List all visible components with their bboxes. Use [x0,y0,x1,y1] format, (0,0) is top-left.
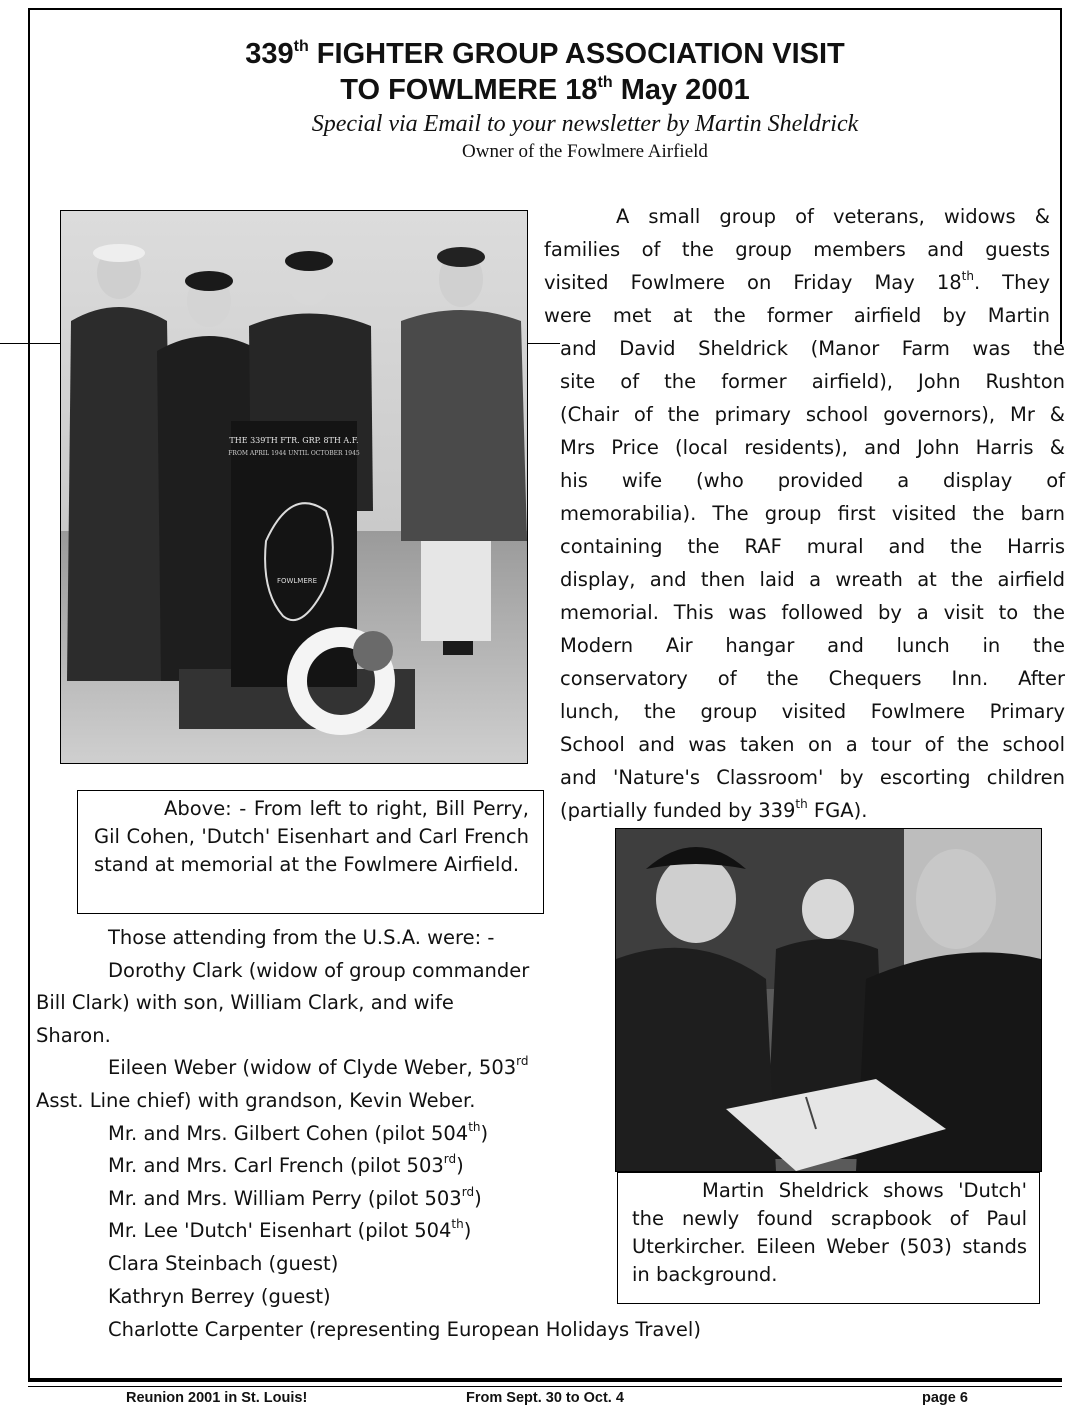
memorial-photo-caption: Above: - From left to right, Bill Perry, Gil Cohen, 'Dutch' Eisenhart and Carl French stand at memorial at the Fowlmere Airfield. [77,790,544,914]
attendees-intro: Those attending from the U.S.A. were: - [108,926,495,949]
attendee-entry: Asst. Line chief) with grandson, Kevin Weber. [36,1088,476,1112]
body-line: containing the RAF mural and the Harris [560,535,1065,558]
attendee-entry: Eileen Weber (widow of Clyde Weber, 503rd [108,1054,529,1080]
intro-line: were met at the former airfield by Martin [544,304,1050,327]
page-border-right [1060,8,1062,344]
article-byline: Owner of the Fowlmere Airfield [462,141,708,162]
attendee-entry: Mr. Lee 'Dutch' Eisenhart (pilot 504th) [108,1217,472,1243]
attendee-entry: Bill Clark) with son, William Clark, and wife [36,991,454,1015]
body-line: conservatory of the Chequers Inn. After [560,667,1065,690]
body-line: (Chair of the primary school governors), Mr & [560,403,1065,426]
attendee-entry: Mr. and Mrs. William Perry (pilot 503rd) [108,1184,482,1210]
intro-line: visited Fowlmere on Friday May 18th. They [544,269,1050,294]
body-paragraph [560,332,1065,827]
body-line: memorial. This was followed by a visit to the [560,601,1065,624]
footer-reunion: Reunion 2001 in St. Louis! [126,1390,308,1406]
attendees-list [36,922,596,1313]
footer-page-number: page 6 [922,1390,968,1406]
attendee-entry: Mr. and Mrs. Gilbert Cohen (pilot 504th) [108,1119,489,1145]
intro-paragraph [544,200,1050,332]
title-line-1: 339th FIGHTER GROUP ASSOCIATION VISIT [245,38,845,70]
body-line: display, and then laid a wreath at the airfield [560,568,1065,591]
body-line: and David Sheldrick (Manor Farm was the [560,337,1065,360]
body-line: Mrs Price (local residents), and John Harris & [560,436,1065,459]
page-border-top [28,8,1062,10]
body-line: (partially funded by 339th FGA). [560,797,868,822]
attendee-entry: Dorothy Clark (widow of group commander [108,958,530,982]
scrapbook-photo [615,828,1042,1172]
body-line: and 'Nature's Classroom' by escorting children [560,766,1065,789]
plaque-subheading: FROM APRIL 1944 UNTIL OCTOBER 1945 [228,450,360,457]
body-line: lunch, the group visited Fowlmere Primary [560,700,1065,723]
attendee-entry: Sharon. [36,1023,111,1047]
body-line: Modern Air hangar and lunch in the [560,634,1065,657]
body-line: his wife (who provided a display of [560,469,1065,492]
memorial-photo [60,210,528,764]
attendee-entry: Kathryn Berrey (guest) [108,1284,331,1308]
footer-dates: From Sept. 30 to Oct. 4 [466,1390,624,1406]
attendee-entry: Charlotte Carpenter (representing European Holidays Travel) [108,1318,701,1341]
article-title [30,36,1060,108]
title-line-2: TO FOWLMERE 18th May 2001 [340,74,750,106]
article-subtitle: Special via Email to your newsletter by Martin Sheldrick [311,111,859,137]
page-border-left [28,8,30,1380]
body-line: memorabilia). The group first visited the barn [560,502,1065,525]
plaque-map-label: FOWLMERE [276,577,318,585]
body-line: School and was taken on a tour of the school [560,733,1065,756]
body-line: site of the former airfield), John Rushton [560,370,1065,393]
scrapbook-photo-caption: Martin Sheldrick shows 'Dutch' the newly found scrapbook of Paul Uterkircher. Eileen Weber (503) stands in background. [617,1172,1040,1304]
attendee-entry: Clara Steinbach (guest) [108,1251,339,1275]
page-border-bottom [28,1378,1062,1382]
plaque-heading: THE 339TH FTR. GRP. 8TH A.F. [229,436,359,445]
page-border-bottom-thin [28,1386,1062,1387]
attendee-entry: Mr. and Mrs. Carl French (pilot 503rd) [108,1152,464,1178]
intro-line: A small group of veterans, widows & [616,205,1050,228]
intro-line: families of the group members and guests [544,238,1050,261]
